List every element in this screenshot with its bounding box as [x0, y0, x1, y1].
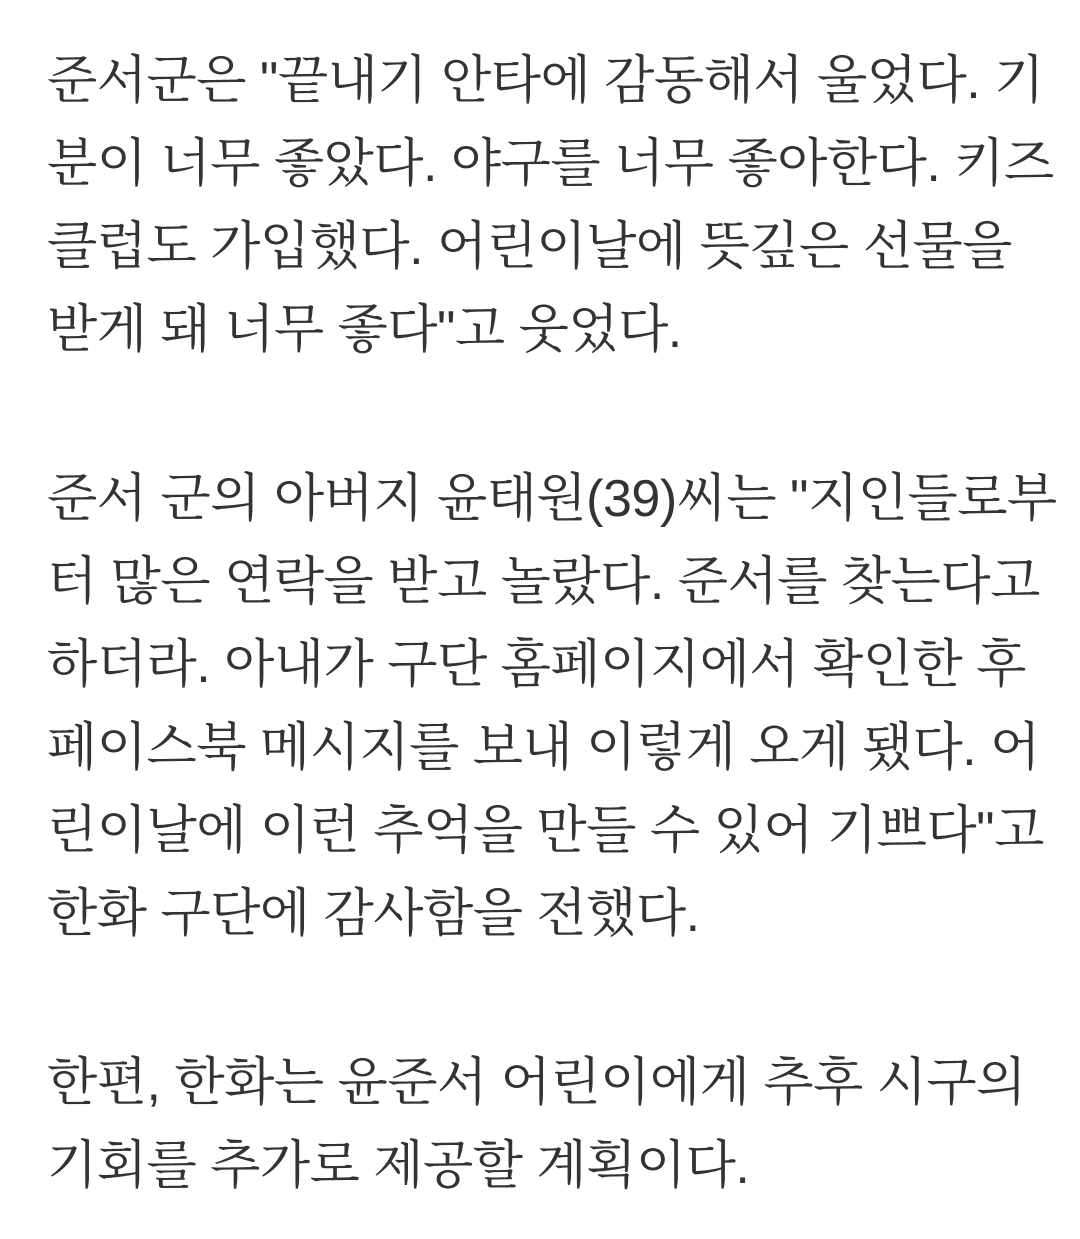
article-line: 하더라. 아내가 구단 홈페이지에서 확인한 후: [47, 636, 1026, 694]
article-line: 준서군은 "끝내기 안타에 감동해서 울었다. 기: [47, 52, 1044, 110]
article-line: 클럽도 가입했다. 어린이날에 뜻깊은 선물을: [47, 218, 1012, 276]
article-line: 받게 돼 너무 좋다"고 웃었다.: [47, 301, 682, 359]
paragraph-closing: [47, 1042, 1050, 1208]
article-line: 한편, 한화는 윤준서 어린이에게 추후 시구의: [47, 1054, 1026, 1112]
article-line: 분이 너무 좋았다. 야구를 너무 좋아한다. 키즈: [47, 135, 1054, 193]
article-line: 페이스북 메시지를 보내 이렇게 오게 됐다. 어: [47, 719, 1040, 777]
article-line: 준서 군의 아버지 윤태원(39)씨는 "지인들로부: [47, 470, 1057, 528]
article-line: 린이날에 이런 추억을 만들 수 있어 기쁘다"고: [47, 802, 1044, 860]
article-line: 한화 구단에 감사함을 전했다.: [47, 885, 700, 943]
article-line: 기회를 추가로 제공할 계획이다.: [47, 1137, 750, 1195]
paragraph-quote-junseo: [47, 40, 1054, 372]
article-line: 터 많은 연락을 받고 놀랐다. 준서를 찾는다고: [47, 553, 1040, 611]
paragraph-quote-father: [47, 458, 1057, 956]
